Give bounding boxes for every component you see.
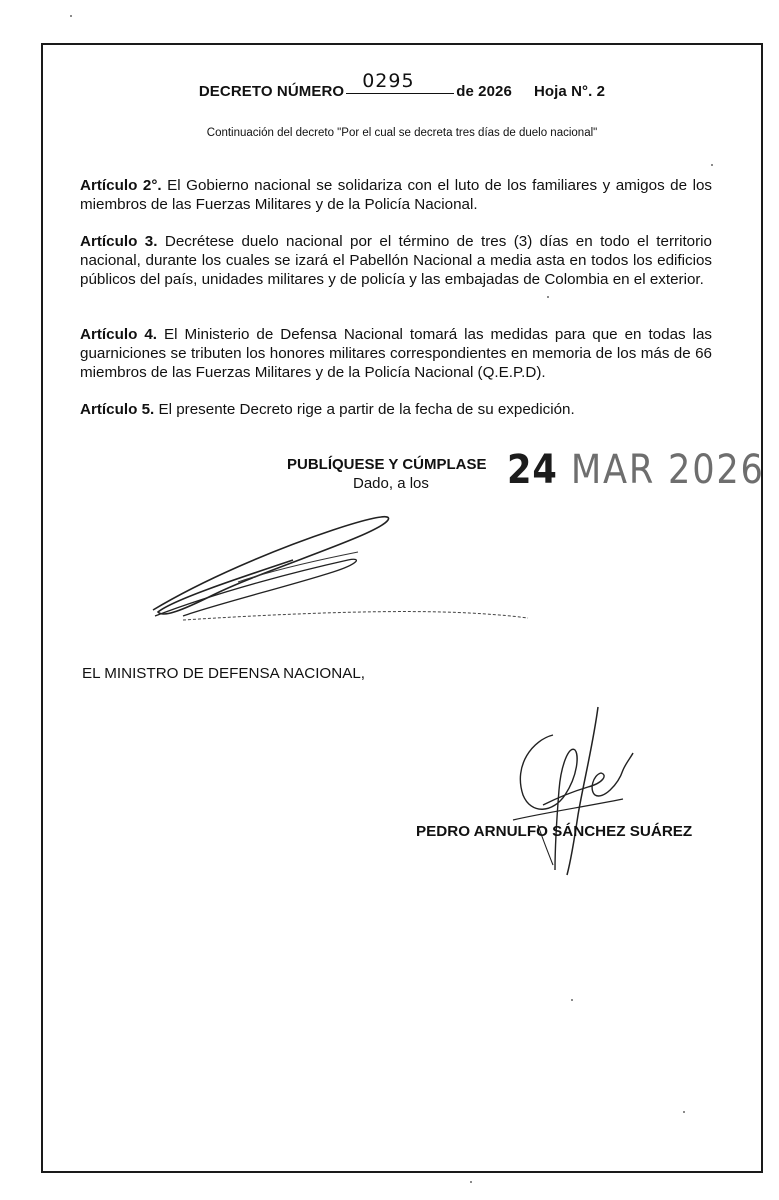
date-stamp xyxy=(507,447,765,493)
minister-title: EL MINISTRO DE DEFENSA NACIONAL, xyxy=(82,665,365,682)
scan-speck xyxy=(711,164,713,166)
article-4 xyxy=(80,325,712,382)
article-text: El Ministerio de Defensa Nacional tomará las medidas para que en todas las guarniciones se tributen los honores militares correspondientes en memoria de los más de 66 miembros de las Fuerzas Militares y de la Policía Nacional (Q.E.P.D). xyxy=(80,326,712,381)
decree-year: de 2026 xyxy=(456,83,512,100)
page-frame xyxy=(41,43,763,1173)
scan-speck xyxy=(547,296,549,298)
continuation-subtitle: Continuación del decreto "Por el cual se decreta tres días de duelo nacional" xyxy=(206,127,598,139)
president-signature xyxy=(143,500,543,630)
article-text: Decrétese duelo nacional por el término de tres (3) días en todo el territorio nacional, durante los cuales se izará el Pabellón Nacional a media asta en todos los edificios públicos del país, unidades militares y de policía y las embajadas de Colombia en el exterior. xyxy=(80,233,712,288)
article-label: Artículo 3. xyxy=(80,233,158,250)
article-label: Artículo 2°. xyxy=(80,177,162,194)
dado-a-los: Dado, a los xyxy=(353,475,429,492)
date-stamp-day: 24 xyxy=(507,447,558,493)
decree-number: 0295 xyxy=(362,70,415,92)
article-2 xyxy=(80,176,712,214)
scan-speck xyxy=(70,15,72,17)
minister-signature xyxy=(483,695,643,885)
article-text: El Gobierno nacional se solidariza con el luto de los familiares y amigos de los miembros de las Fuerzas Militares y de la Policía Nacional. xyxy=(80,177,712,213)
decree-header xyxy=(43,70,761,100)
article-5 xyxy=(80,400,712,419)
publiquese-cumplase: PUBLÍQUESE Y CÚMPLASE xyxy=(287,456,487,473)
article-label: Artículo 5. xyxy=(80,401,155,418)
decree-number-field xyxy=(346,70,454,96)
article-text: El presente Decreto rige a partir de la fecha de su expedición. xyxy=(154,401,575,418)
scan-speck xyxy=(683,1111,685,1113)
scan-speck xyxy=(470,1181,472,1183)
article-3 xyxy=(80,232,712,289)
date-stamp-month-year: MAR 2026 xyxy=(570,447,765,493)
scan-speck xyxy=(571,999,573,1001)
signer-name: PEDRO ARNULFO SÁNCHEZ SUÁREZ xyxy=(416,823,693,840)
decree-number-label: DECRETO NÚMERO xyxy=(198,83,345,100)
sheet-number: Hoja N°. 2 xyxy=(533,83,606,100)
article-label: Artículo 4. xyxy=(80,326,158,343)
